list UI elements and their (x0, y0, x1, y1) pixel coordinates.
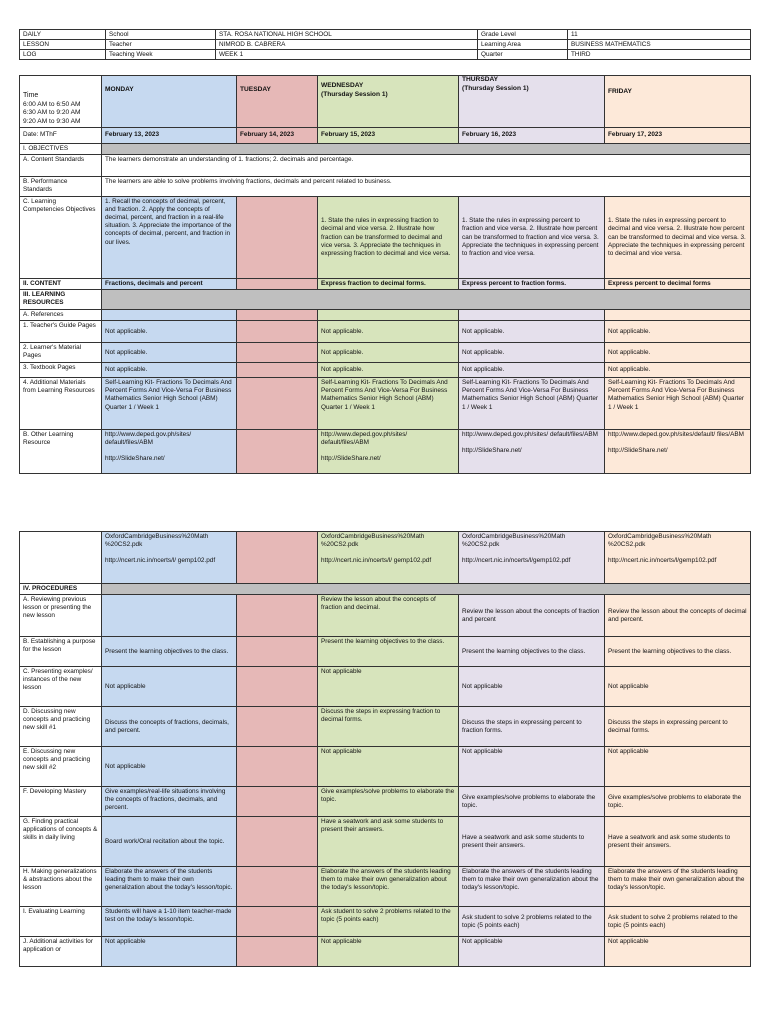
proc-j-tuesday (237, 937, 318, 967)
teachers-guide-label: 1. Teacher's Guide Pages (20, 321, 102, 343)
proc-h-thursday: Elaborate the answers of the students leading them to make their own generalization about the today's lesson/topic. (459, 867, 605, 907)
textbook-label: 3. Textbook Pages (20, 363, 102, 378)
date-thursday: February 16, 2023 (459, 128, 605, 144)
proc-f-monday: Give examples/real-life situations involving the concepts of fractions, decimals, and percent. (102, 787, 237, 817)
proc-j-friday: Not applicable (605, 937, 751, 967)
proc-b-wednesday: Present the learning objectives to the class. (318, 637, 459, 667)
dll-title-1: DAILY (20, 30, 106, 40)
slideshare-link[interactable]: http://SlideShare.net/ (462, 447, 522, 455)
other-resource-thursday (459, 430, 605, 474)
oxford-link[interactable]: OxfordCambridgeBusiness%20Math %20CS2.pdk (105, 533, 209, 549)
ncert-link[interactable]: http://ncert.nic.in/ncerts/l/gemp102.pdf (462, 557, 571, 565)
proc-g-wednesday: Have a seatwork and ask some students to present their answers. (318, 817, 459, 867)
proc-d-tuesday (237, 707, 318, 747)
proc-d-wednesday: Discuss the steps in expressing fraction to decimal forms. (318, 707, 459, 747)
textbook-tuesday (237, 363, 318, 378)
proc-h-monday: Elaborate the answers of the students leading them to make their own generalization about the today's lesson/topic. (102, 867, 237, 907)
week-value: WEEK 1 (216, 50, 478, 60)
ncert-link[interactable]: http://ncert.nic.in/ncerts/l/ gemp102.pdf (321, 557, 432, 565)
date-wednesday: February 15, 2023 (318, 128, 459, 144)
proc-i-friday: Ask student to solve 2 problems related to the topic (5 points each) (605, 907, 751, 937)
lesson-log-table-continued (19, 531, 751, 967)
proc-g-monday: Board work/Oral recitation about the topic. (102, 817, 237, 867)
friday-header: FRIDAY (605, 76, 751, 128)
resource-continued-friday (605, 532, 751, 584)
proc-a-tuesday (237, 595, 318, 637)
thursday-label: THURSDAY (462, 76, 499, 83)
proc-e-tuesday (237, 747, 318, 787)
resource-continued-wednesday (318, 532, 459, 584)
content-label: II. CONTENT (20, 279, 102, 290)
proc-i-label: I. Evaluating Learning (20, 907, 102, 937)
content-standards-text: The learners demonstrate an understanding of 1. fractions; 2. decimals and percentage. (102, 155, 751, 177)
proc-a-thursday: Review the lesson about the concepts of fraction and percent (459, 595, 605, 637)
references-monday (102, 310, 237, 321)
content-tuesday (237, 279, 318, 290)
section-bar (102, 290, 751, 310)
competencies-label: C. Learning Competencies Objectives (20, 197, 102, 279)
procedures-heading: IV. PROCEDURES (20, 584, 102, 595)
deped-link[interactable]: http://www.deped.gov.ph/sites/default/ files/ABM (608, 431, 744, 439)
proc-h-label: H. Making generalizations & abstractions about the lesson (20, 867, 102, 907)
other-resource-label: B. Other Learning Resource (20, 430, 102, 474)
deped-link[interactable]: http://www.deped.gov.ph/sites/ default/files/ABM (321, 431, 408, 447)
learners-material-thursday: Not applicable. (459, 343, 605, 363)
deped-link[interactable]: http://www.deped.gov.ph/sites/ default/files/ABM (462, 431, 598, 439)
tuesday-header: TUESDAY (237, 76, 318, 128)
additional-materials-label: 4. Additional Materials from Learning Resources (20, 378, 102, 430)
date-friday: February 17, 2023 (605, 128, 751, 144)
ncert-link[interactable]: http://ncert.nic.in/ncerts/l/gemp102.pdf (608, 557, 717, 565)
school-label: School (106, 30, 216, 40)
proc-c-tuesday (237, 667, 318, 707)
deped-link[interactable]: http://www.deped.gov.ph/sites/ default/files/ABM (105, 431, 192, 447)
other-resource-tuesday (237, 430, 318, 474)
resource-continued-monday (102, 532, 237, 584)
proc-i-wednesday: Ask student to solve 2 problems related to the topic (5 points each) (318, 907, 459, 937)
learners-material-tuesday (237, 343, 318, 363)
learners-material-monday: Not applicable. (102, 343, 237, 363)
slideshare-link[interactable]: http://SlideShare.net/ (321, 455, 381, 463)
references-tuesday (237, 310, 318, 321)
references-label: A. References (20, 310, 102, 321)
teacher-label: Teacher (106, 40, 216, 50)
additional-materials-monday: Self-Learning Kit- Fractions To Decimals And Percent Forms And Vice-Versa For Business Mathematics Senior High School (ABM) Quarter 1 / Week 1 (102, 378, 237, 430)
time-slot: 6:00 AM to 6:50 AM (23, 100, 81, 108)
proc-b-tuesday (237, 637, 318, 667)
proc-d-friday: Discuss the steps in expressing percent to decimal forms. (605, 707, 751, 747)
competencies-thursday: 1. State the rules in expressing percent to fraction and vice versa. 2. Illustrate how percent can be transformed to fraction and vice versa. 3. Appreciate the techniques in expressing percent to fraction and vice versa. (459, 197, 605, 279)
proc-i-thursday: Ask student to solve 2 problems related to the topic (5 points each) (459, 907, 605, 937)
learning-area-label: Learning Area (478, 40, 568, 50)
proc-i-tuesday (237, 907, 318, 937)
ncert-link[interactable]: http://ncert.nic.in/ncerts/l/ gemp102.pdf (105, 557, 216, 565)
references-thursday (459, 310, 605, 321)
proc-c-monday: Not applicable (102, 667, 237, 707)
proc-d-label: D. Discussing new concepts and practicing new skill #1 (20, 707, 102, 747)
learners-material-label: 2. Learner's Material Pages (20, 343, 102, 363)
proc-g-label: G. Finding practical applications of concepts & skills in daily living (20, 817, 102, 867)
competencies-wednesday: 1. State the rules in expressing fraction to decimal and vice versa. 2. Illustrate how fraction can be transformed to decimal and vice versa. 3. Appreciate the techniques in expressing fraction to decimal and vice versa. (318, 197, 459, 279)
quarter-label: Quarter (478, 50, 568, 60)
proc-f-wednesday: Give examples/solve problems to elaborate the topic. (318, 787, 459, 817)
content-friday: Express percent to decimal forms (605, 279, 751, 290)
proc-e-thursday: Not applicable (459, 747, 605, 787)
proc-d-monday: Discuss the concepts of fractions, decimals, and percent. (102, 707, 237, 747)
section-bar (102, 584, 751, 595)
textbook-friday: Not applicable. (605, 363, 751, 378)
additional-materials-tuesday (237, 378, 318, 430)
proc-b-monday: Present the learning objectives to the class. (102, 637, 237, 667)
proc-c-friday: Not applicable (605, 667, 751, 707)
proc-b-thursday: Present the learning objectives to the class. (459, 637, 605, 667)
proc-c-label: C. Presenting examples/ instances of the new lesson (20, 667, 102, 707)
slideshare-link[interactable]: http://SlideShare.net/ (105, 455, 165, 463)
proc-f-label: F. Developing Mastery (20, 787, 102, 817)
proc-b-label: B. Establishing a purpose for the lesson (20, 637, 102, 667)
objectives-heading: I. OBJECTIVES (20, 144, 102, 155)
teachers-guide-wednesday: Not applicable. (318, 321, 459, 343)
proc-j-monday: Not applicable (102, 937, 237, 967)
teachers-guide-thursday: Not applicable. (459, 321, 605, 343)
additional-materials-thursday: Self-Learning Kit- Fractions To Decimals And Percent Forms And Vice-Versa For Business Mathematics Senior High School (ABM) Quarter 1 / Week 1 (459, 378, 605, 430)
proc-h-friday: Elaborate the answers of the students leading them to make their own generalization about the today's lesson/topic. (605, 867, 751, 907)
proc-f-tuesday (237, 787, 318, 817)
resources-heading: III. LEARNING RESOURCES (20, 290, 102, 310)
proc-e-label: E. Discussing new concepts and practicing new skill #2 (20, 747, 102, 787)
other-resource-monday (102, 430, 237, 474)
slideshare-link[interactable]: http://SlideShare.net/ (608, 447, 668, 455)
date-tuesday: February 14, 2023 (237, 128, 318, 144)
proc-g-friday: Have a seatwork and ask some students to present their answers. (605, 817, 751, 867)
resource-continued-label (20, 532, 102, 584)
learning-area-value: BUSINESS MATHEMATICS (568, 40, 751, 50)
competencies-monday: 1. Recall the concepts of decimal, percent, and fraction. 2. Apply the concepts of decimal, percent, and fraction in a real-life situation. 3. Appreciate the importance of the concepts of decimal, percent, and fraction in our lives. (102, 197, 237, 279)
proc-i-monday: Students will have a 1-10 item teacher-made test on the today's lesson/topic. (102, 907, 237, 937)
quarter-value: THIRD (568, 50, 751, 60)
teacher-value: NIMROD B. CABRERA (216, 40, 478, 50)
proc-e-monday: Not applicable (102, 747, 237, 787)
references-wednesday (318, 310, 459, 321)
proc-j-thursday: Not applicable (459, 937, 605, 967)
thursday-header (459, 76, 605, 128)
teachers-guide-monday: Not applicable. (102, 321, 237, 343)
oxford-link[interactable]: OxfordCambridgeBusiness%20Math %20CS2.pdk (462, 533, 566, 549)
proc-a-label: A. Reviewing previous lesson or presenting the new lesson (20, 595, 102, 637)
header-table (19, 29, 751, 60)
proc-f-friday: Give examples/solve problems to elaborate the topic. (605, 787, 751, 817)
other-resource-wednesday (318, 430, 459, 474)
dll-title-3: LOG (20, 50, 106, 60)
grade-level-value: 11 (568, 30, 751, 40)
content-wednesday: Express fraction to decimal forms. (318, 279, 459, 290)
textbook-monday: Not applicable. (102, 363, 237, 378)
textbook-thursday: Not applicable. (459, 363, 605, 378)
time-label: Time (23, 92, 39, 99)
textbook-wednesday: Not applicable. (318, 363, 459, 378)
wednesday-label: WEDNESDAY (321, 82, 364, 89)
proc-g-tuesday (237, 817, 318, 867)
content-monday: Fractions, decimals and percent (102, 279, 237, 290)
proc-a-monday (102, 595, 237, 637)
section-bar (102, 144, 751, 155)
proc-c-wednesday: Not applicable (318, 667, 459, 707)
school-value: STA. ROSA NATIONAL HIGH SCHOOL (216, 30, 478, 40)
resource-continued-thursday (459, 532, 605, 584)
performance-standards-label: B. Performance Standards (20, 177, 102, 197)
learners-material-wednesday: Not applicable. (318, 343, 459, 363)
date-label: Date: MThF (20, 128, 102, 144)
content-standards-label: A. Content Standards (20, 155, 102, 177)
resource-continued-tuesday (237, 532, 318, 584)
proc-f-thursday: Give examples/solve problems to elaborate the topic. (459, 787, 605, 817)
week-label: Teaching Week (106, 50, 216, 60)
proc-g-thursday: Have a seatwork and ask some students to present their answers. (459, 817, 605, 867)
content-thursday: Express percent to fraction forms. (459, 279, 605, 290)
proc-d-thursday: Discuss the steps in expressing percent to fraction forms. (459, 707, 605, 747)
proc-e-wednesday: Not applicable (318, 747, 459, 787)
proc-j-wednesday: Not applicable (318, 937, 459, 967)
wednesday-header (318, 76, 459, 128)
dll-title-2: LESSON (20, 40, 106, 50)
competencies-friday: 1. State the rules in expressing percent to decimal and vice versa. 2. Illustrate how percent can be transformed to decimal and vice versa. 3. Appreciate the techniques in expressing percent to decimal and vice versa. (605, 197, 751, 279)
oxford-link[interactable]: OxfordCambridgeBusiness%20Math %20CS2.pdk (608, 533, 712, 549)
additional-materials-wednesday: Self-Learning Kit- Fractions To Decimals And Percent Forms And Vice-Versa For Business Mathematics Senior High School (ABM) Quarter 1 / Week 1 (318, 378, 459, 430)
time-slot: 9:20 AM to 9:30 AM (23, 117, 81, 125)
proc-a-friday: Review the lesson about the concepts of decimal and percent. (605, 595, 751, 637)
performance-standards-text: The learners are able to solve problems involving fractions, decimals and percent related to business. (102, 177, 751, 197)
other-resource-friday (605, 430, 751, 474)
teachers-guide-friday: Not applicable. (605, 321, 751, 343)
proc-a-wednesday: Review the lesson about the concepts of fraction and decimal. (318, 595, 459, 637)
proc-h-wednesday: Elaborate the answers of the students leading them to make their own generalization about the today's lesson/topic. (318, 867, 459, 907)
time-slot: 6:30 AM to 9:20 AM (23, 109, 81, 116)
lesson-log-table (19, 75, 751, 474)
oxford-link[interactable]: OxfordCambridgeBusiness%20Math %20CS2.pdk (321, 533, 425, 549)
proc-h-tuesday (237, 867, 318, 907)
references-friday (605, 310, 751, 321)
date-monday: February 13, 2023 (102, 128, 237, 144)
grade-level-label: Grade Level (478, 30, 568, 40)
proc-j-label: J. Additional activities for application or (20, 937, 102, 967)
wednesday-sub: (Thursday Session 1) (321, 90, 388, 98)
thursday-sub: (Thursday Session 1) (462, 84, 529, 92)
time-cell (20, 76, 102, 128)
proc-e-friday: Not applicable (605, 747, 751, 787)
additional-materials-friday: Self-Learning Kit- Fractions To Decimals And Percent Forms And Vice-Versa For Business Mathematics Senior High School (ABM) Quarter 1 / Week 1 (605, 378, 751, 430)
proc-c-thursday: Not applicable (459, 667, 605, 707)
monday-header: MONDAY (102, 76, 237, 128)
competencies-tuesday (237, 197, 318, 279)
teachers-guide-tuesday (237, 321, 318, 343)
learners-material-friday: Not applicable. (605, 343, 751, 363)
proc-b-friday: Present the learning objectives to the class. (605, 637, 751, 667)
